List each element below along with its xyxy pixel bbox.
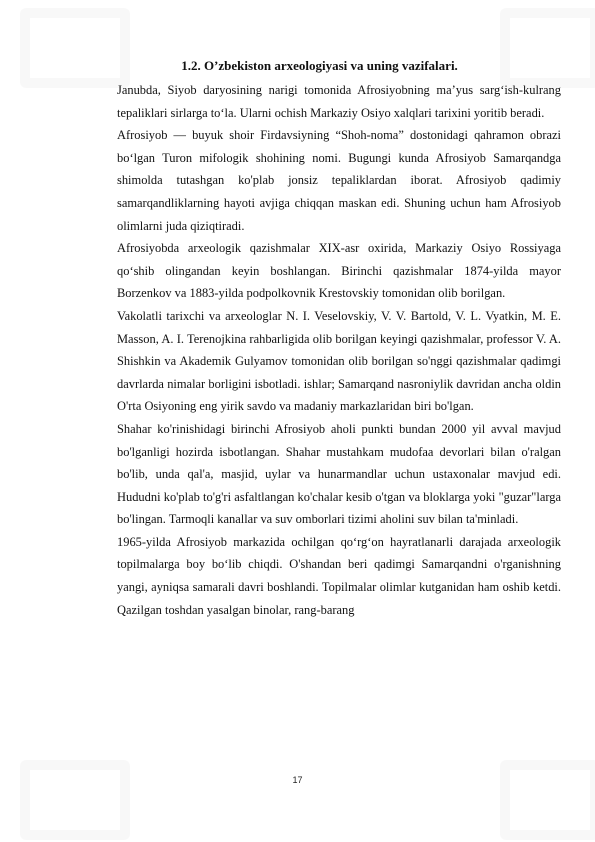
paragraph: Janubda, Siyob daryosining narigi tomonida Afrosiyobning ma’yus sarg‘ish-kulrang tepaliklari sirlarga to‘la. Ularni ochish Markaziy Osiyo xalqlari tarixini yoritib beradi. [117, 83, 561, 120]
paragraph: Vakolatli tarixchi va arxeologlar N. I. Veselovskiy, V. V. Bartold, V. L. Vyatkin, M. E. Masson, A. I. Terenojkina rahbarligida olib borilgan keyingi qazishmalar, professor V. A. Shishkin va Akademik Gulyamov tomonidan olib borilgan so'nggi qazishmalar qadimgi davrlarda nimalar borligini isbotladi. ishlar; Samarqand nasroniylik davridan ancha oldin O'rta Osiyoning eng yirik savdo va madaniy markazlaridan biri bo'lgan. [117, 308, 561, 414]
watermark-frame [20, 760, 130, 840]
page-number: 17 [292, 775, 303, 785]
paragraph: 1965-yilda Afrosiyob markazida ochilgan qo‘rg‘on hayratlanarli darajada arxeologik topilmalarga boy bo‘lib chiqdi. O'shandan beri qadimgi Samarqandni o'rganishning yangi, ayniqsa samarali davri boshlandi. Topilmalar olimlar kutganidan ham oshib ketdi. Qazilgan toshdan yasalgan binolar, rang-barang [117, 534, 561, 617]
paragraph: Afrosiyobda arxeologik qazishmalar XIX-asr oxirida, Markaziy Osiyo Rossiyaga qo‘shib olingandan keyin boshlangan. Birinchi qazishmalar 1874-yilda mayor Borzenkov va 1883-yilda podpolkovnik Krestovskiy tomonidan olib borilgan. [117, 241, 561, 301]
watermark-frame [500, 760, 595, 840]
watermark-frame [20, 8, 130, 88]
paragraph: Shahar ko'rinishidagi birinchi Afrosiyob aholi punkti bundan 2000 yil avval mavjud bo'lganligi hozirda isbotlangan. Shahar mustahkam mudofaa devorlari bilan o'ralgan bo'lib, unda qal'a, masjid, uylar va hunarmandlar uchun ustaxonalar mavjud edi. Hududni ko'plab to'g'ri asfaltlangan ko'chalar kesib o'tgan va bloklarga yoki "guzar"larga bo'lingan. Tarmoqli kanallar va suv omborlari tizimi aholini suv bilan ta'minladi. [117, 421, 561, 527]
section-heading [0, 58, 595, 74]
document-body [117, 79, 561, 621]
paragraph: Afrosiyob — buyuk shoir Firdavsiyning “Shoh-noma” dostonidagi qahramon obrazi bo‘lgan Turon mifologik shohining nomi. Bugungi kunda Afrosiyob Samarqandga shimolda tutashgan ko'plab jonsiz tepaliklardan iborat. Afrosiyob qadimiy samarqandliklarning hayoti avjiga chiqqan maskan edi. Shuning uchun ham Afrosiyob olimlarni juda qiziqtiradi. [117, 128, 561, 233]
section-heading-text: 1.2. O’zbekiston arxeologiyasi va uning vazifalari. [181, 58, 458, 73]
watermark-frame [500, 8, 595, 88]
